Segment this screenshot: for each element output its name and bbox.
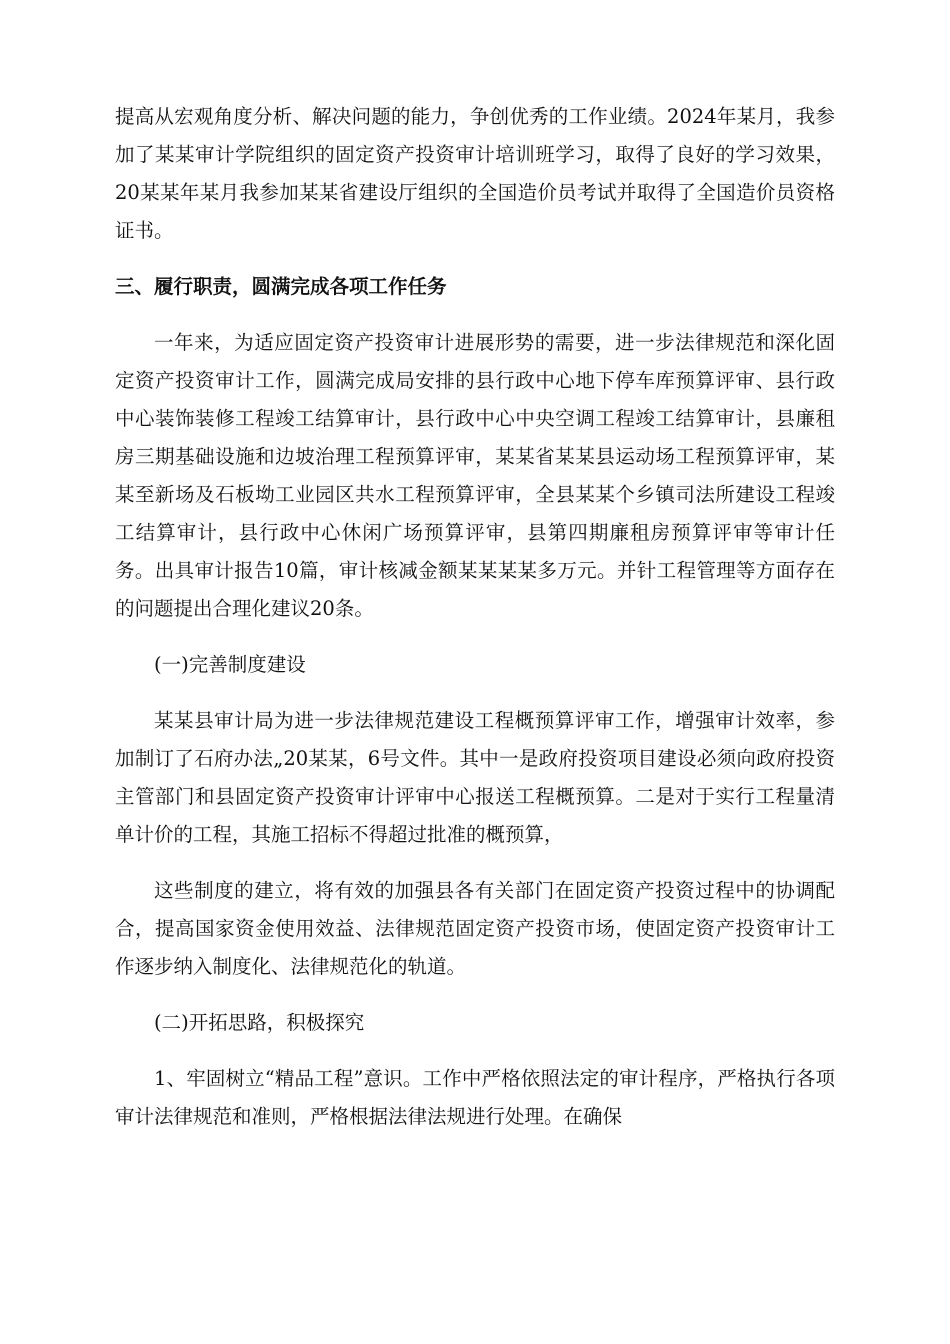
section-heading-3: 三、履行职责，圆满完成各项工作任务	[115, 275, 447, 298]
subheading-system-building: (一)完善制度建设	[154, 653, 306, 676]
paragraph-system-effect: 这些制度的建立，将有效的加强县各有关部门在固定资产投资过程中的协调配合，提高国家资金使用效益、法律规范固定资产投资市场，使固定资产投资审计工作逐步纳入制度化、法律规范化的轨道。	[115, 879, 835, 978]
paragraph-annual-work: 一年来，为适应固定资产投资审计进展形势的需要，进一步法律规范和深化固定资产投资审计工作，圆满完成局安排的县行政中心地下停车库预算评审、县行政中心装饰装修工程竣工结算审计，县行政中心中央空调工程竣工结算审计，县廉租房三期基础设施和边坡治理工程预算评审，某某省某某县运动场工程预算评审，某某至新场及石板坳工业园区共水工程预算评审，全县某某个乡镇司法所建设工程竣工结算审计，县行政中心休闲广场预算评审，县第四期廉租房预算评审等审计任务。出具审计报告10篇，审计核减金额某某某某多万元。并针工程管理等方面存在的问题提出合理化建议20条。	[115, 331, 835, 620]
subheading-explore: (二)开拓思路，积极探究	[154, 1011, 365, 1034]
document-page	[115, 98, 835, 1154]
paragraph-regulations: 某某县审计局为进一步法律规范建设工程概预算评审工作，增强审计效率，参加制订了石府办法„20某某，6号文件。其中一是政府投资项目建设必须向政府投资主管部门和县固定资产投资审计评审中心报送工程概预算。二是对于实行工程量清单计价的工程，其施工招标不得超过批准的概预算，	[115, 709, 835, 846]
paragraph-training: 提高从宏观角度分析、解决问题的能力，争创优秀的工作业绩。2024年某月，我参加了某某审计学院组织的固定资产投资审计培训班学习，取得了良好的学习效果，20某某年某月我参加某某省建设厅组织的全国造价员考试并取得了全国造价员资格证书。	[115, 105, 835, 242]
paragraph-quality-awareness: 1、牢固树立“精品工程”意识。工作中严格依照法定的审计程序，严格执行各项审计法律规范和准则，严格根据法律法规进行处理。在确保	[115, 1067, 835, 1128]
